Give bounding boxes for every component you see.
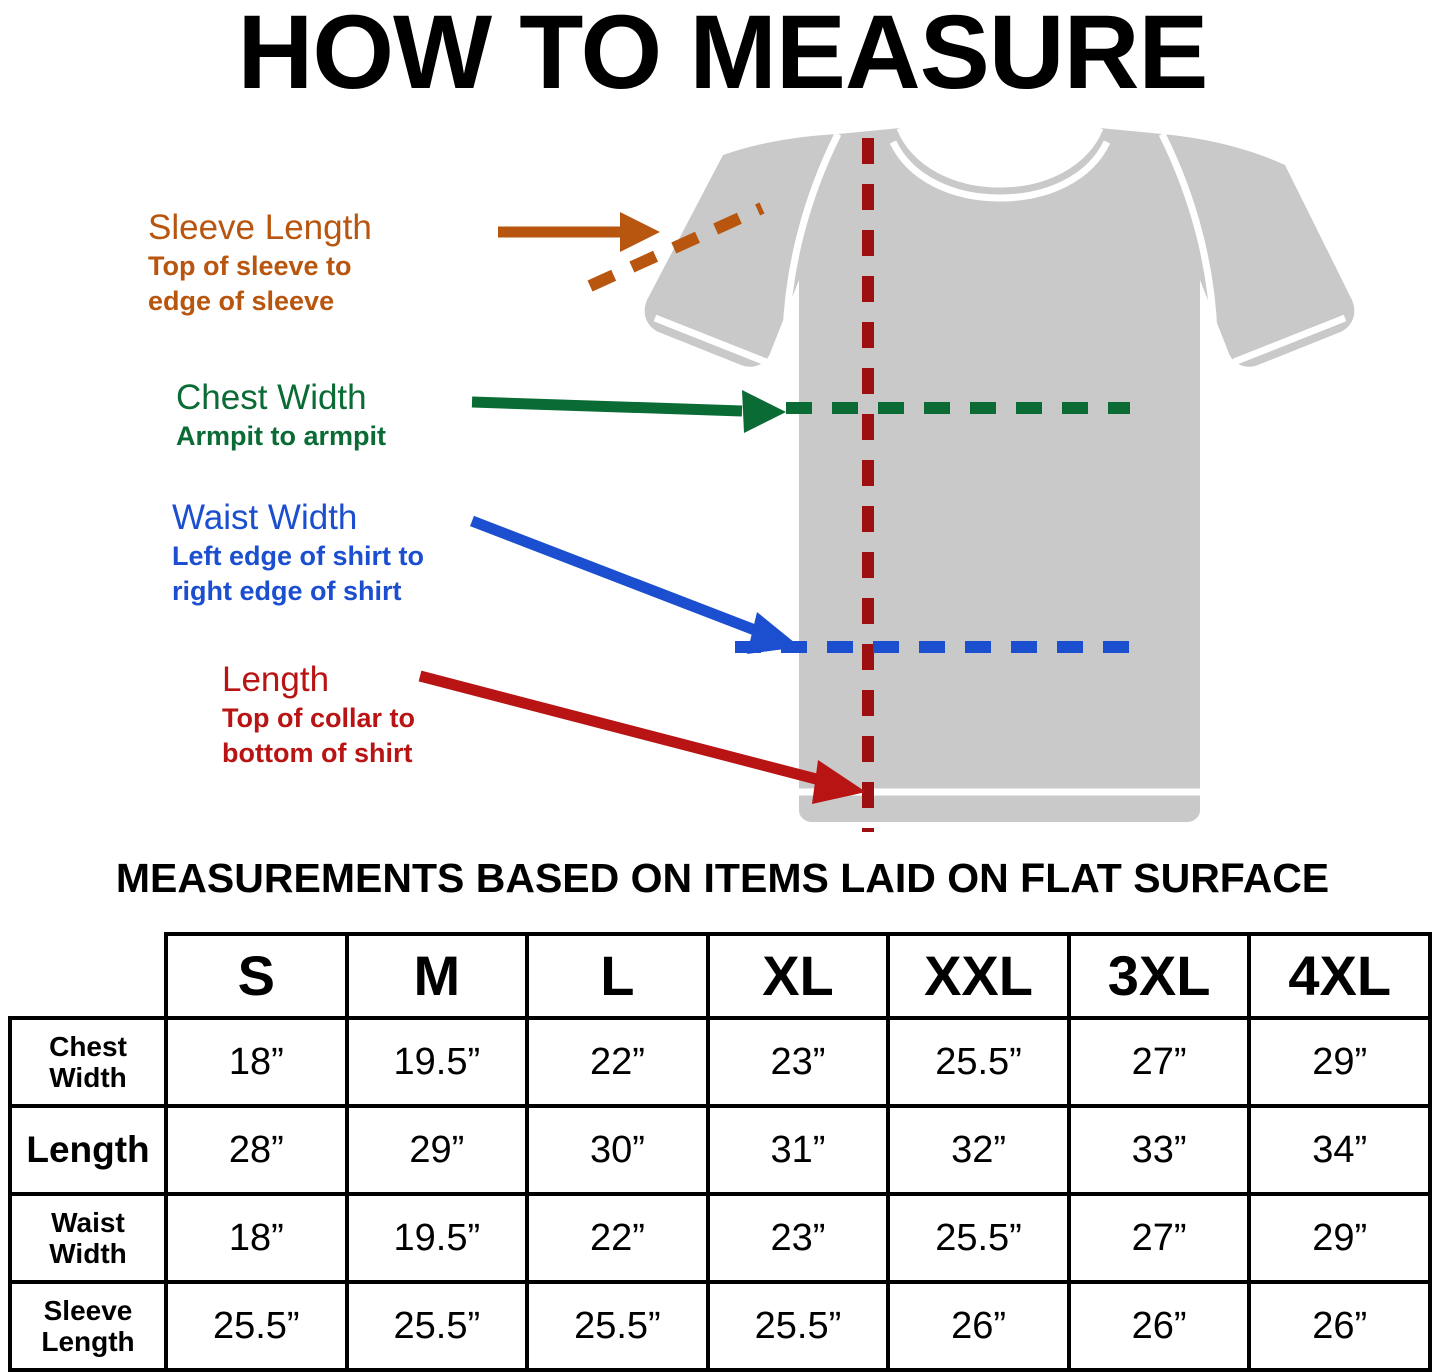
callout-chest-width [176,378,386,453]
cell-sleeve-length-m: 25.5” [347,1282,528,1370]
cell-length-m: 29” [347,1106,528,1194]
cell-length-xl: 31” [708,1106,889,1194]
callout-waist-width-heading: Waist Width [172,498,358,537]
cell-waist-width-4xl: 29” [1249,1194,1430,1282]
measurements-subheading-part2: LAID ON FLAT SURFACE [840,855,1330,901]
callout-length-sub-line1: Top of collar to [222,703,415,734]
cell-chest-width-4xl: 29” [1249,1018,1430,1106]
callout-chest-width-sub-line1: Armpit to armpit [176,421,387,452]
callout-length-heading: Length [222,660,330,699]
waist-arrow [472,521,800,654]
cell-sleeve-length-l: 25.5” [527,1282,708,1370]
chest-arrow [472,390,786,433]
table-row [10,1282,1430,1370]
row-label-waist-width [10,1194,166,1282]
tshirt-shape [645,128,1355,822]
cell-length-s: 28” [166,1106,347,1194]
table-header-size-3xl: 3XL [1069,934,1250,1018]
table-header-size-s: S [166,934,347,1018]
cell-length-xxl: 32” [888,1106,1069,1194]
page-title: HOW TO MEASURE [237,0,1208,111]
size-chart-table [8,932,1432,1372]
cell-sleeve-length-4xl: 26” [1249,1282,1430,1370]
cell-chest-width-xxl: 25.5” [888,1018,1069,1106]
table-header-size-4xl: 4XL [1249,934,1430,1018]
cell-waist-width-m: 19.5” [347,1194,528,1282]
cell-waist-width-xl: 23” [708,1194,889,1282]
cell-chest-width-m: 19.5” [347,1018,528,1106]
cell-length-3xl: 33” [1069,1106,1250,1194]
callout-sleeve-length-sub-line2: edge of sleeve [148,286,335,317]
table-corner-cell [10,934,166,1018]
row-label-chest-width [10,1018,166,1106]
callout-waist-width-sub-line1: Left edge of shirt to [172,541,424,572]
table-header-size-xxl: XXL [888,934,1069,1018]
row-label-length: Length [10,1106,166,1194]
cell-waist-width-3xl: 27” [1069,1194,1250,1282]
table-header-size-xl: XL [708,934,889,1018]
measurement-diagram [0,120,1445,850]
cell-sleeve-length-s: 25.5” [166,1282,347,1370]
cell-chest-width-xl: 23” [708,1018,889,1106]
cell-chest-width-s: 18” [166,1018,347,1106]
callout-chest-width-heading: Chest Width [176,378,367,417]
cell-chest-width-3xl: 27” [1069,1018,1250,1106]
cell-sleeve-length-3xl: 26” [1069,1282,1250,1370]
cell-sleeve-length-xl: 25.5” [708,1282,889,1370]
table-row [10,1194,1430,1282]
cell-chest-width-l: 22” [527,1018,708,1106]
sleeve-arrow [498,212,660,252]
callout-length-sub-line2: bottom of shirt [222,738,413,769]
callout-waist-width-sub-line2: right edge of shirt [172,576,402,607]
callout-waist-width [172,498,424,608]
cell-waist-width-s: 18” [166,1194,347,1282]
table-row [10,1018,1430,1106]
cell-waist-width-xxl: 25.5” [888,1194,1069,1282]
row-label-sleeve-length-line2: Length [41,1326,135,1357]
row-label-sleeve-length-line1: Sleeve [43,1294,133,1326]
callout-length [222,660,415,770]
cell-sleeve-length-xxl: 26” [888,1282,1069,1370]
measurements-subheading-part1: MEASUREMENTS BASED ON ITEMS [115,855,841,901]
measurements-subheading [0,855,1445,902]
cell-waist-width-l: 22” [527,1194,708,1282]
table-header-size-m: M [347,934,528,1018]
callout-sleeve-length [148,208,372,318]
table-header-row [10,934,1430,1018]
table-header-size-l: L [527,934,708,1018]
row-label-sleeve-length [10,1282,166,1370]
callout-sleeve-length-sub-line1: Top of sleeve to [148,251,352,282]
row-label-chest-width-line2: Width [49,1062,127,1093]
callout-sleeve-length-heading: Sleeve Length [148,208,372,247]
table-row [10,1106,1430,1194]
cell-length-l: 30” [527,1106,708,1194]
cell-length-4xl: 34” [1249,1106,1430,1194]
row-label-chest-width-line1: Chest [49,1030,127,1062]
row-label-waist-width-line1: Waist [51,1206,125,1238]
row-label-waist-width-line2: Width [49,1238,127,1269]
